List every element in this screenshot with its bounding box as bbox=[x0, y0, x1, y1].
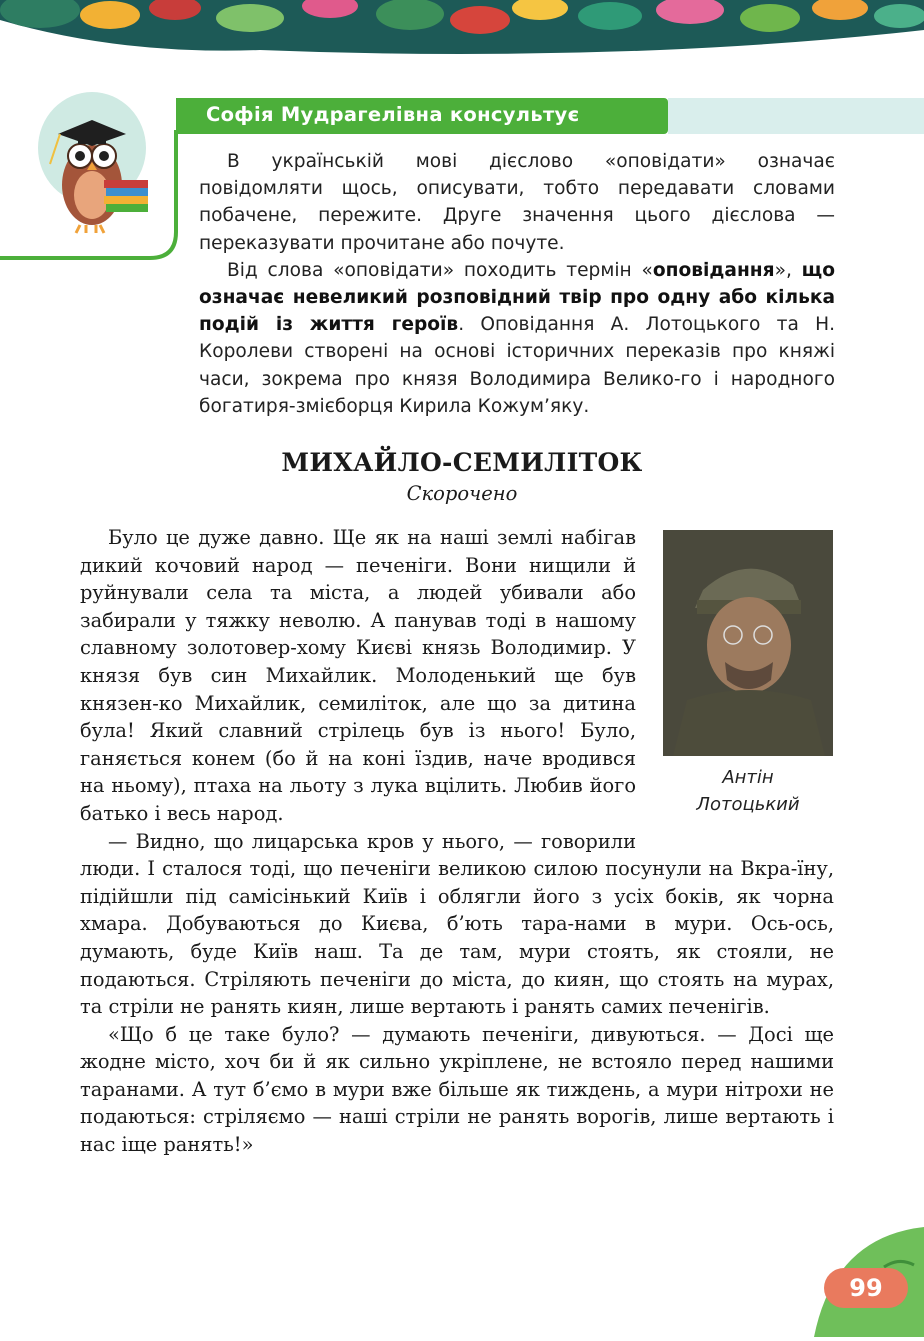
consult-header-bar bbox=[176, 98, 924, 134]
caption-line-1: Антін bbox=[722, 767, 774, 788]
owl-mascot-illustration bbox=[0, 90, 180, 260]
decorative-top-banner bbox=[0, 0, 924, 62]
consult-p2-end: . Оповідання А. Лотоцького та Н. Королеви створені на основі історичних переказів про княжі часи, зокрема про князя Володимира Велико-го і народного богатиря-змієборця Кирила Кожум’яку. bbox=[199, 314, 835, 417]
story-body bbox=[80, 524, 834, 1159]
story-paragraph-1: Було це дуже давно. Ще як на наші землі набігав дикий кочовий народ — печеніги. Вони нищили й руйнували села та міста, а людей убивали або забирали у тяжку неволю. А панував тоді в нашому славному золотовер-хому Києві князь Володимир. У князя був син Михайлик. Молоденький ще був князен-ко Михайлик, семиліток, але що за дитина була! Який славний стрілець був із нього! Було, ганяється конем (бо й на коні їздив, наче вродився на ньому), птаха на льоту з лука вцілить. Любив його батько і весь народ. bbox=[80, 526, 636, 825]
page-number-badge: 99 bbox=[824, 1268, 908, 1308]
consult-header-pale bbox=[668, 98, 924, 134]
portrait-space bbox=[636, 524, 834, 844]
consult-p2-start: Від слова «оповідати» походить термін « bbox=[227, 259, 653, 281]
consult-p2-mid: », bbox=[774, 259, 802, 281]
story-paragraph-3: «Що б це таке було? — думають печеніги, дивуються. — Досі ще жодне місто, хоч би й як сильно укріплене, не встояло перед нашими таранами. А тут б’ємо в мури вже більше як тиждень, а мури нітрохи не подаються: стріляємо — наші стріли не ранять ворогів, лише вертають і нас іще ранять!» bbox=[80, 1022, 834, 1157]
consult-title: Софія Мудрагелівна консультує bbox=[206, 103, 580, 126]
story-paragraph-2: — Видно, що лицарська кров у нього, — говорили люди. І сталося тоді, що печеніги великою силою посунули на Вкра-їну, підійшли під самісінький Київ і облягли його з усіх боків, як чорна хмара. Добуваються до Києва, б’ють тара-нами в мури. Ось-ось, думають, буде Київ наш. Та де там, мури стоять, як стояли, не подаються. Стріляють печеніги до міста, до киян, що стоять на мурах, та стріли не ранять киян, лише вертають і ранять самих печенігів. bbox=[80, 829, 834, 1019]
consult-text bbox=[199, 148, 835, 420]
story-subtitle: Скорочено bbox=[406, 482, 518, 505]
consult-paragraph-2 bbox=[199, 257, 835, 420]
story-title: МИХАЙЛО-СЕМИЛІТОК bbox=[281, 448, 643, 477]
definition-bold: що означає невеликий розповідний твір про одну або кілька подій із життя героїв bbox=[199, 259, 835, 336]
caption-line-2: Лотоцький bbox=[696, 794, 800, 815]
term-bold: оповідання bbox=[652, 259, 775, 281]
consult-paragraph-1: В українській мові дієслово «оповідати» означає повідомляти щось, описувати, тобто передавати словами побачене, пережите. Друге значення цього дієслова — переказувати прочитане або почуте. bbox=[199, 151, 835, 254]
